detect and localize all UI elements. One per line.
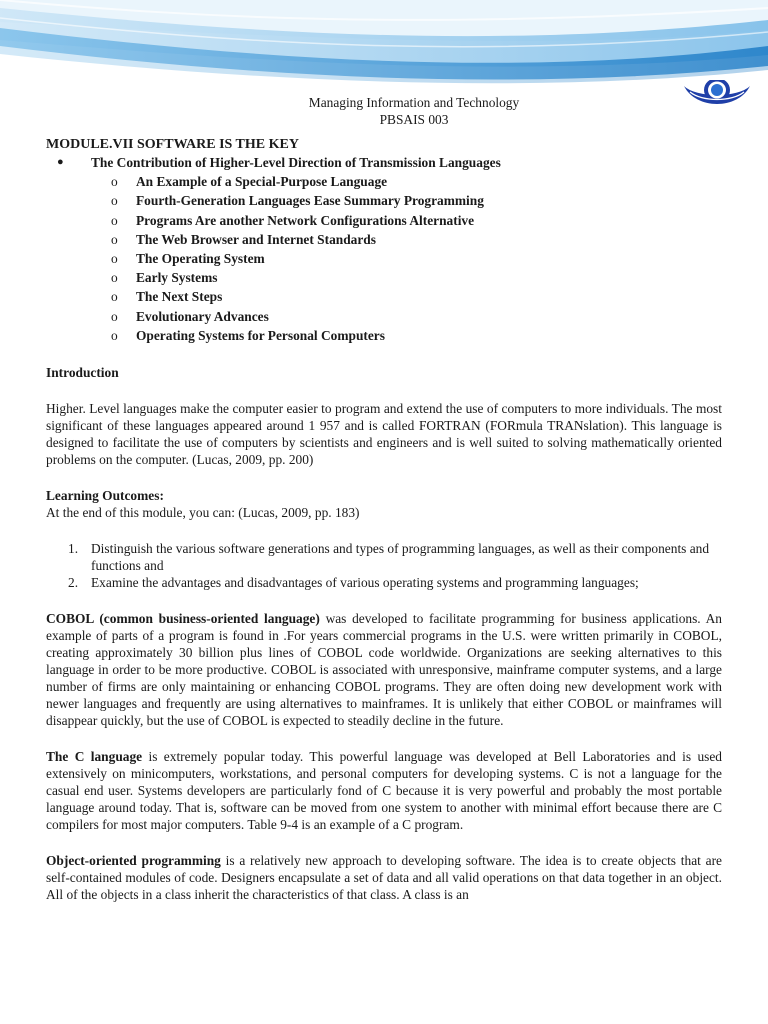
c-language-paragraph (46, 748, 722, 833)
module-title: MODULE.VII SOFTWARE IS THE KEY (46, 137, 299, 152)
outcome-number: 2. (68, 575, 79, 591)
subtopic-item (91, 249, 722, 268)
subtopic-item (91, 230, 722, 249)
subtopic-item (91, 191, 722, 210)
subtopic-item (91, 268, 722, 287)
subtopic-label: The Next Steps (136, 289, 223, 305)
subtopic-item (91, 307, 722, 326)
subtopic-label: Evolutionary Advances (136, 308, 269, 324)
subtopic-item (91, 287, 722, 306)
list-marker: o (111, 270, 118, 286)
introduction-paragraph: Higher. Level languages make the computer easier to program and extend the use of computers to more individuals. The most significant of these languages appeared around 1 957 and is called FORTRAN (FORmula TRANslation). This language is designed to facilitate the use of computers by scientists and engineers and is well suited to solving mathematically oriented problems on the computer. (Lucas, 2009, pp. 200) (46, 401, 722, 468)
list-marker: o (111, 289, 118, 305)
subtopic-label: An Example of a Special-Purpose Language (136, 174, 388, 190)
topic-main-label: The Contribution of Higher-Level Direction of Transmission Languages (91, 155, 501, 170)
subtopic-label: The Operating System (136, 251, 265, 267)
outcome-item (46, 540, 722, 574)
subtopic-label: Fourth-Generation Languages Ease Summary Programming (136, 193, 484, 209)
document-page (46, 94, 722, 903)
introduction-heading: Introduction (46, 365, 119, 381)
outcomes-list (46, 540, 722, 591)
cobol-text: was developed to facilitate programming for business applications. An example of parts of a program is found in .For years commercial programs in the U.S. were written primarily in COBOL, creating approximately 30 billion plus lines of COBOL code worldwide. Organizations are seeking alternatives to this language in order to be more productive. COBOL is associated with unresponsive, mainframe computer systems, and a large number of firms are only maintaining or enhancing COBOL programs. They are often doing new development work with newer languages and frequently are using alternatives to mainframes. It is unlikely that either COBOL or mainframes will disappear quickly, but the use of COBOL is expected to steadily decline in the future. (46, 611, 723, 729)
cobol-paragraph (46, 610, 722, 729)
outcome-text: Examine the advantages and disadvantages of various operating systems and programming languages; (91, 575, 639, 591)
list-marker: o (111, 251, 118, 267)
list-marker: o (111, 231, 118, 247)
bullet-icon: ● (57, 156, 64, 168)
learning-outcomes-intro: At the end of this module, you can: (Lucas, 2009, pp. 183) (46, 505, 360, 521)
oop-text: is a relatively new approach to developing software. The idea is to create objects that are self-contained modules of code. Designers encapsulate a set of data and all valid operations on that data together in an object. All of the objects in a class inherit the characteristics of that class. A class is an (46, 853, 722, 903)
subtopic-item (91, 326, 722, 345)
outcome-item (46, 574, 722, 591)
oop-paragraph (46, 852, 722, 903)
learning-outcomes-heading: Learning Outcomes: (46, 488, 164, 504)
subtopic-label: The Web Browser and Internet Standards (136, 231, 376, 247)
outcome-text: Distinguish the various software generations and types of programming languages, as well as their components and functions and (91, 541, 710, 574)
course-code: PBSAIS 003 (379, 112, 449, 127)
subtopic-label: Operating Systems for Personal Computers (136, 327, 385, 343)
list-marker: o (111, 308, 118, 324)
cobol-term: COBOL (common business-oriented language) (46, 611, 320, 627)
subtopic-label: Programs Are another Network Configurations Alternative (136, 212, 475, 228)
outcome-number: 1. (68, 541, 79, 557)
c-language-text: is extremely popular today. This powerful language was developed at Bell Laboratories and is used extensively on minicomputers, workstations, and personal computers for developing systems. C is not a language for the casual end user. Systems developers are particularly fond of C because it is very powerful and probably the most portable language around today. That is, software can be moved from one system to another with minimal effort because there are C compilers for most major computers. Table 9-4 is an example of a C program. (46, 749, 723, 833)
course-title: Managing Information and Technology (308, 95, 520, 110)
header-wave-banner (0, 0, 768, 92)
oop-term: Object-oriented programming (46, 853, 221, 869)
subtopic-item (91, 172, 722, 191)
c-language-term: The C language (46, 749, 143, 765)
subtopic-list (46, 172, 722, 345)
list-marker: o (111, 212, 118, 228)
topic-list (46, 153, 722, 172)
topic-main-item (46, 153, 722, 172)
list-marker: o (111, 174, 118, 190)
subtopic-item (91, 211, 722, 230)
subtopic-label: Early Systems (136, 270, 218, 286)
list-marker: o (111, 193, 118, 209)
list-marker: o (111, 327, 118, 343)
